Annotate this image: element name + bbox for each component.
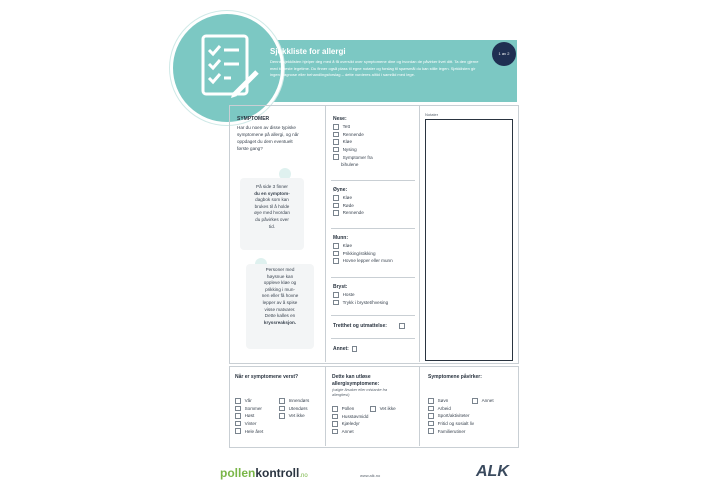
checkbox[interactable] (333, 139, 339, 145)
divider (331, 315, 415, 316)
checkbox-option[interactable]: Rennende (333, 131, 373, 139)
option-continuation: bihulene (341, 162, 359, 168)
eyes-options (333, 194, 364, 217)
checkbox[interactable] (399, 323, 405, 329)
checkbox[interactable] (332, 429, 338, 435)
checkbox[interactable] (428, 421, 434, 427)
checkbox-option[interactable]: Sport/aktiviteter (428, 412, 474, 420)
nose-options (333, 123, 373, 169)
tip-line: øye med hvordan (254, 210, 290, 216)
checkbox[interactable] (333, 124, 339, 130)
question-line: Har du noen av disse typiske (237, 125, 296, 130)
group-title-nose: Nese: (333, 116, 347, 122)
checkbox-option[interactable]: Tett (333, 123, 373, 131)
checkbox-option[interactable]: Husstøvmidd (332, 413, 368, 421)
tip-line: visse matvarer. (264, 306, 296, 312)
checkbox[interactable] (332, 414, 338, 420)
checkbox-option[interactable]: Nysing (333, 146, 373, 154)
checkbox-option[interactable]: Kløe (333, 242, 393, 250)
checkbox[interactable] (428, 428, 434, 434)
footer-url: www.alk.no (360, 473, 381, 478)
tip-line: nen eller få hovne (261, 293, 299, 299)
checkbox[interactable] (235, 413, 241, 419)
group-title-chest: Bryst: (333, 284, 348, 290)
affects-title: Symptomene påvirker: (428, 374, 482, 380)
checkbox[interactable] (333, 251, 339, 257)
divider (325, 367, 326, 446)
question-line: oppdaget du dem eventuelt (237, 139, 293, 144)
checkbox-option[interactable]: Røde (333, 202, 364, 210)
checkbox-option[interactable]: Utendørs (279, 405, 309, 413)
checkbox-option[interactable]: Annet (332, 428, 368, 436)
checkbox[interactable] (352, 346, 358, 352)
notes-field[interactable] (425, 119, 513, 361)
tip-line: lepper av å spise (262, 299, 298, 305)
checkbox-option[interactable]: Kjæledyr (332, 420, 368, 428)
checkbox[interactable] (332, 406, 338, 412)
tip-line: du påvirkes over (255, 216, 289, 222)
tip-line: tid. (268, 223, 276, 229)
checkbox[interactable] (428, 406, 434, 412)
checkbox-option[interactable]: Annet (472, 397, 494, 405)
checkbox-option[interactable]: Innendørs (279, 397, 309, 405)
checkbox[interactable] (333, 243, 339, 249)
checkbox[interactable] (472, 398, 478, 404)
triggers-title: Dette kan utløse allergisymptomene: (valgte årsaker eller mistanke fra allergitest) (332, 374, 388, 397)
checkbox[interactable] (235, 428, 241, 434)
tip-line: Personer med (265, 267, 295, 272)
divider (331, 338, 415, 339)
when-col-1 (235, 397, 263, 435)
checkbox-option[interactable]: Arbeid (428, 405, 474, 413)
checkbox[interactable] (279, 413, 285, 419)
divider (331, 277, 415, 278)
alk-logo: ALK (476, 463, 509, 480)
tip-line: du en symptom- (254, 190, 290, 196)
divider (419, 106, 420, 362)
when-col-2 (279, 397, 309, 420)
tip-box-cross-reaction (246, 264, 314, 349)
checkbox-option[interactable]: Rennende (333, 209, 364, 217)
checkbox-option[interactable]: Sommer (235, 405, 263, 413)
tip-line: brukes til å holde (254, 203, 290, 209)
checkbox[interactable] (333, 195, 339, 201)
checkbox-option[interactable]: Vet ikke (370, 405, 396, 413)
checkbox-option[interactable]: Fritid og sosialt liv (428, 420, 474, 428)
checkbox-option[interactable]: Høst (235, 412, 263, 420)
affects-col-1 (428, 397, 474, 435)
affects-col-2 (472, 397, 494, 405)
checkbox-option[interactable]: Symptomer fra (333, 153, 373, 161)
divider (325, 106, 326, 362)
checkbox-option[interactable]: Vår (235, 397, 263, 405)
divider (331, 228, 415, 229)
checkbox-option[interactable]: Trykk i brystet/hvesing (333, 299, 388, 307)
tip-box-diary (240, 178, 304, 250)
tip-line: kryssreaksjon. (263, 319, 297, 325)
checkbox-option[interactable]: Søvn (428, 397, 474, 405)
intro-text: Denne sjekklisten hjelper deg med å få oversikt over symptomene dine og hvordan de påvirker livet ditt. Ta den gjerne med til neste legetime. Du finner også plass til egne notater og forslag til spørsmål du kan stille legen. Sjekklisten gir ingen diagnose eller behandlingsforslag – dette vurderes alltid i samråd med lege. (270, 59, 479, 78)
checkbox[interactable] (333, 292, 339, 298)
checkbox[interactable] (235, 406, 241, 412)
checkbox-option[interactable]: Vet ikke (279, 412, 309, 420)
question-line: første gang? (237, 146, 263, 151)
tip-line: På side 3 finner (256, 184, 288, 189)
tip-line: høysnue kan (266, 273, 294, 279)
tip-line: dagbok som kan (255, 197, 289, 203)
page-number-badge: 1 av 2 (492, 42, 516, 66)
checkbox[interactable] (235, 421, 241, 427)
checkbox[interactable] (428, 398, 434, 404)
divider (331, 180, 415, 181)
checkbox-option[interactable]: Familierutiner (428, 427, 474, 435)
group-title-eyes: Øyne: (333, 187, 348, 193)
checkbox[interactable] (235, 398, 241, 404)
checkbox[interactable] (333, 300, 339, 306)
checkbox[interactable] (279, 398, 285, 404)
checkbox-option[interactable]: Hovne lepper eller munn (333, 257, 393, 265)
checkbox[interactable] (333, 154, 339, 160)
checkbox-option[interactable]: Kløe (333, 138, 373, 146)
checkbox-option[interactable]: Vinter (235, 420, 263, 428)
triggers-col-1 (332, 405, 368, 435)
when-title: Når er symptomene verst? (235, 374, 299, 380)
divider (419, 367, 420, 446)
checkbox-option[interactable]: Pollen (332, 405, 368, 413)
checkbox[interactable] (333, 210, 339, 216)
symptoms-heading: SYMPTOMER (237, 116, 270, 122)
checkbox-option[interactable]: Kløe (333, 194, 364, 202)
checkbox[interactable] (333, 203, 339, 209)
tip-line: Dette kalles en (264, 313, 296, 319)
tip-line: oppleve kløe og (263, 280, 297, 286)
checkbox[interactable] (332, 421, 338, 427)
checkbox[interactable] (428, 413, 434, 419)
question-line: symptomene på allergi, og når (237, 132, 299, 137)
pollenkontroll-logo: pollenkontroll.no (220, 466, 308, 480)
tip-line: prikking i mun- (265, 286, 295, 292)
symptoms-question (237, 124, 299, 152)
fatigue-option[interactable]: Tretthet og utmattelse: (333, 322, 409, 330)
page-title: Sjekkliste for allergi (270, 47, 346, 56)
notes-label: Notater (425, 112, 439, 117)
group-title-mouth: Munn: (333, 235, 348, 241)
checkbox[interactable] (333, 132, 339, 138)
chest-options (333, 291, 388, 306)
mouth-options (333, 242, 393, 265)
checkbox[interactable] (370, 406, 376, 412)
checkbox[interactable] (333, 147, 339, 153)
other-option[interactable]: Annet: (333, 345, 361, 353)
checkbox[interactable] (279, 406, 285, 412)
checkbox-option[interactable]: Hoste (333, 291, 388, 299)
triggers-col-2 (370, 405, 396, 413)
checkbox-option[interactable]: Prikking/stikking (333, 250, 393, 258)
checkbox[interactable] (333, 258, 339, 264)
checkbox-option[interactable]: Hele året (235, 427, 263, 435)
